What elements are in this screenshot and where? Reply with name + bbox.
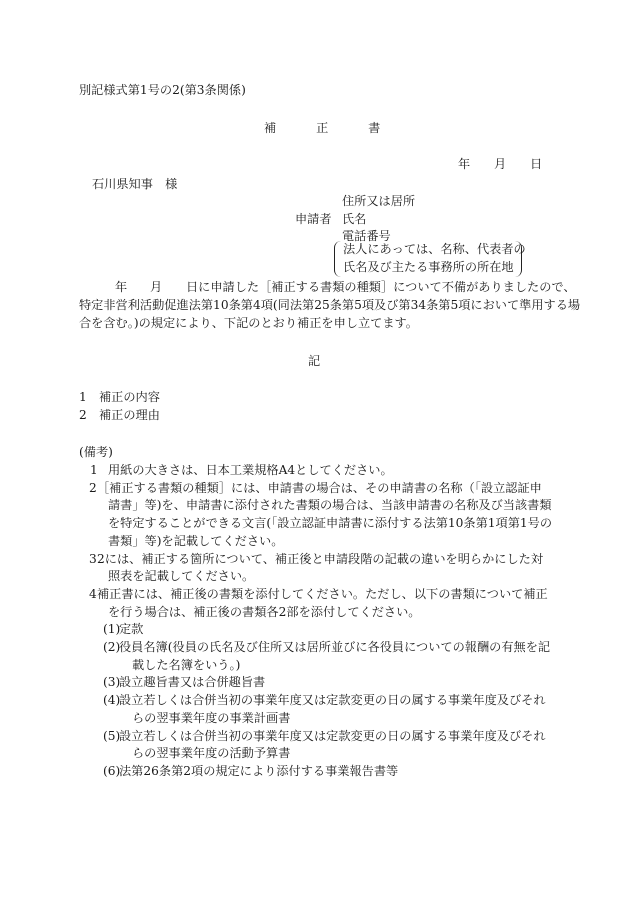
subitem	[103, 728, 554, 763]
name-label: 氏名	[342, 212, 367, 226]
body-line-2: 特定非営利活動促進法第10条第4項(同法第25条第5項及び第34条第5項において準用する場	[79, 298, 581, 312]
subitem	[103, 639, 554, 674]
remark-text: 2には、補正する箇所について、補正後と申請段階の記載の違いを明らかにした対照表を記載してください。	[97, 551, 544, 584]
subitem-text: 設立若しくは合併当初の事業年度又は定款変更の日の属する事業年度及びそれらの翌事業年度の活動予算書	[119, 728, 546, 761]
subitem-text: 定款	[119, 622, 144, 637]
applicant-label: 申請者	[295, 212, 332, 226]
subitem	[103, 763, 554, 781]
subitem-number: (1)	[103, 622, 121, 637]
body-month: 月	[150, 280, 163, 294]
remark-item	[90, 480, 554, 551]
phone-label: 電話番号	[342, 229, 391, 243]
body-line-1: 日に申請した［補正する書類の種類］について不備がありましたので、	[186, 280, 576, 294]
subitem-text: 法第26条第2項の規定により添付する事業報告書等	[119, 763, 399, 778]
title-char-1: 補	[264, 121, 277, 135]
subitem-text: 設立趣旨書又は合併趣旨書	[119, 675, 266, 690]
remark-number: 3	[89, 551, 97, 566]
address-label: 住所又は居所	[342, 194, 416, 208]
remarks-label: (備考)	[79, 445, 113, 459]
corporation-note	[334, 241, 526, 277]
title-char-2: 正	[316, 121, 329, 135]
date-month-label: 月	[494, 157, 507, 171]
subitem-number: (2)	[103, 640, 121, 655]
remark-text: 用紙の大きさは、日本工業規格A4としてください。	[108, 463, 393, 477]
remark-text: 補正書には、補正後の書類を添付してください。ただし、以下の書類について補正を行う場合は、補正後の書類各2部を添付してください。	[97, 586, 548, 619]
date-year-label: 年	[458, 157, 471, 171]
remark-item	[90, 586, 554, 621]
subitem-number: (3)	[103, 675, 121, 690]
body-year: 年	[115, 280, 128, 294]
remark-number: 4	[89, 586, 97, 601]
document-title	[264, 120, 380, 136]
remark-item	[79, 462, 554, 480]
subitem	[103, 621, 554, 639]
subitem-number: (4)	[103, 693, 121, 708]
body-line-3: 合を含む。)の規定により、下記のとおり補正を申し立てます。	[79, 316, 418, 330]
subitem	[103, 692, 554, 727]
remark-item	[90, 551, 554, 586]
title-char-3: 書	[368, 121, 381, 135]
subitem-number: (5)	[103, 728, 121, 743]
corporation-note-line-1: 法人にあっては、名称、代表者の	[343, 242, 526, 256]
subitem	[103, 674, 554, 692]
remarks-list	[79, 462, 554, 781]
list-item: 2 補正の理由	[79, 407, 160, 422]
subitem-text: 役員名簿(役員の氏名及び住所又は居所並びに各役員についての報酬の有無を記載した名簿をいう。)	[119, 640, 551, 672]
form-number: 別記様式第1号の2(第3条関係)	[79, 83, 246, 97]
list-item: 1 補正の内容	[79, 390, 160, 404]
date-day-label: 日	[530, 157, 543, 171]
subitem-number: (6)	[103, 763, 121, 778]
ki-heading: 記	[308, 354, 321, 368]
addressee: 石川県知事 様	[92, 177, 178, 191]
corporation-note-line-2: 氏名及び主たる事務所の所在地	[343, 259, 514, 274]
remark-number: 1	[90, 463, 98, 477]
remark-number: 2	[89, 480, 97, 495]
items-list	[79, 389, 160, 424]
remark-text: ［補正する書類の種類］には、申請書の場合は、その申請書の名称（「設立認証申請書」等)を、申請書に添付された書類の場合は、当該申請書の名称及び当該書類を特定することができる文言(「設立認証申請書に添付する法第10条第1項第1号の書類」等)を記載してください。	[97, 480, 553, 548]
subitem-text: 設立若しくは合併当初の事業年度又は定款変更の日の属する事業年度及びそれらの翌事業年度の事業計画書	[119, 693, 546, 725]
